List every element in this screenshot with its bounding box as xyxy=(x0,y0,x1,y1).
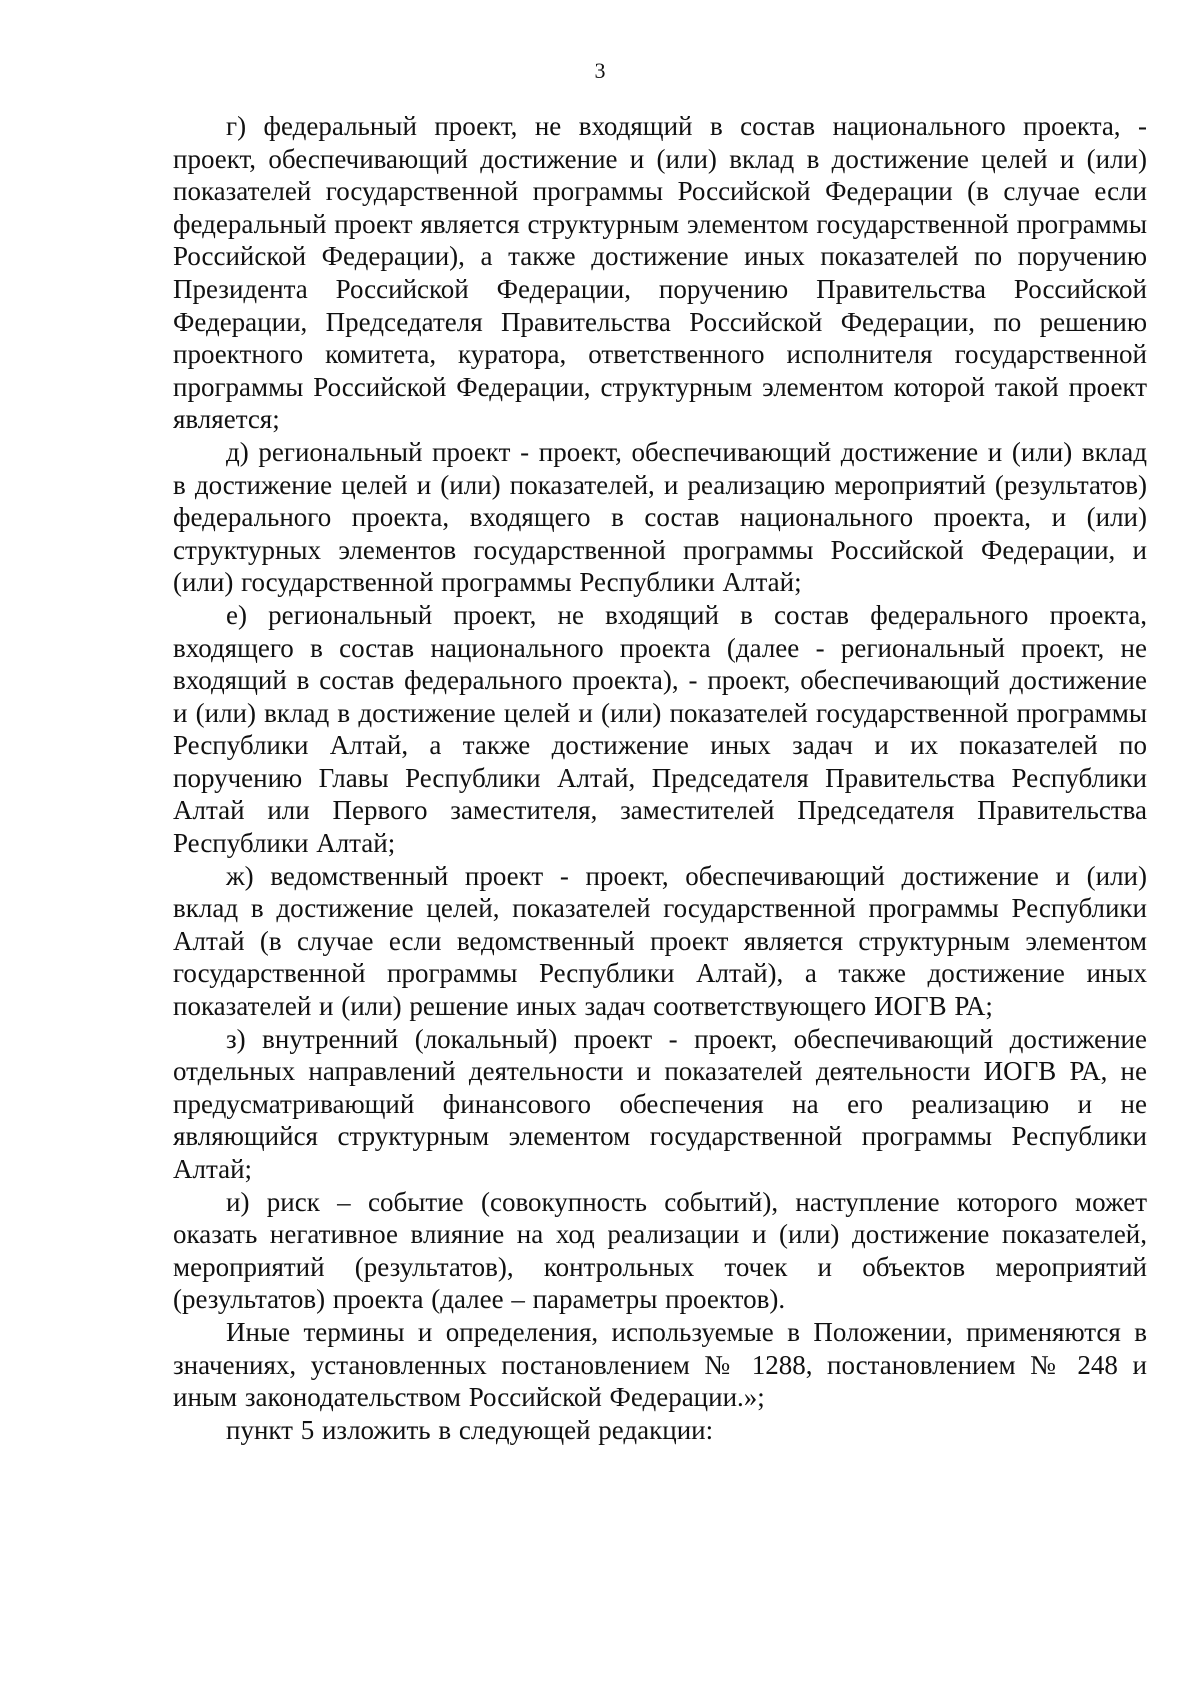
paragraph-item-z: з) внутренний (локальный) проект - проект, обеспечивающий достижение отдельных направлений деятельности и показателей деятельности ИОГВ РА, не предусматривающий финансового обеспечения на его реализацию и не являющийся структурным элементом государственной программы Республики Алтай; xyxy=(173,1023,1147,1184)
paragraph-item-i: и) риск – событие (совокупность событий), наступление которого может оказать негативное влияние на ход реализации и (или) достижение показателей, мероприятий (результатов), контрольных точек и объектов мероприятий (результатов) проекта (далее – параметры проектов). xyxy=(173,1186,1147,1315)
paragraph-item-e: е) региональный проект, не входящий в состав федерального проекта, входящего в состав национального проекта (далее - региональный проект, не входящий в состав федерального проекта), - проект, обеспечивающий достижение и (или) вклад в достижение целей и (или) показателей государственной программы Республики Алтай, а также достижение иных задач и их показателей по поручению Главы Республики Алтай, Председателя Правительства Республики Алтай или Первого заместителя, заместителей Председателя Правительства Республики Алтай; xyxy=(173,599,1147,859)
paragraph-point-5: пункт 5 изложить в следующей редакции: xyxy=(226,1414,714,1445)
document-body xyxy=(173,110,1147,1446)
paragraph-other-terms: Иные термины и определения, используемые в Положении, применяются в значениях, установленных постановлением № 1288, постановлением № 248 и иным законодательством Российской Федерации.»; xyxy=(173,1316,1147,1413)
paragraph-item-zh: ж) ведомственный проект - проект, обеспечивающий достижение и (или) вклад в достижение целей, показателей государственной программы Республики Алтай (в случае если ведомственный проект является структурным элементом государственной программы Республики Алтай), а также достижение иных показателей и (или) решение иных задач соответствующего ИОГВ РА; xyxy=(173,860,1147,1022)
paragraph-item-d: д) региональный проект - проект, обеспечивающий достижение и (или) вклад в достижение целей и (или) показателей, и реализацию мероприятий (результатов) федерального проекта, входящего в состав национального проекта, и (или) структурных элементов государственной программы Российской Федерации, и (или) государственной программы Республики Алтай; xyxy=(173,436,1147,598)
page-number: 3 xyxy=(594,58,606,83)
paragraph-item-g: г) федеральный проект, не входящий в состав национального проекта, - проект, обеспечивающий достижение и (или) вклад в достижение целей и (или) показателей государственной программы Российской Федерации (в случае если федеральный проект является структурным элементом государственной программы Российской Федерации), а также достижение иных показателей по поручению Президента Российской Федерации, поручению Правительства Российской Федерации, Председателя Правительства Российской Федерации, по решению проектного комитета, куратора, ответственного исполнителя государственной программы Российской Федерации, структурным элементом которой такой проект является; xyxy=(173,111,1147,435)
